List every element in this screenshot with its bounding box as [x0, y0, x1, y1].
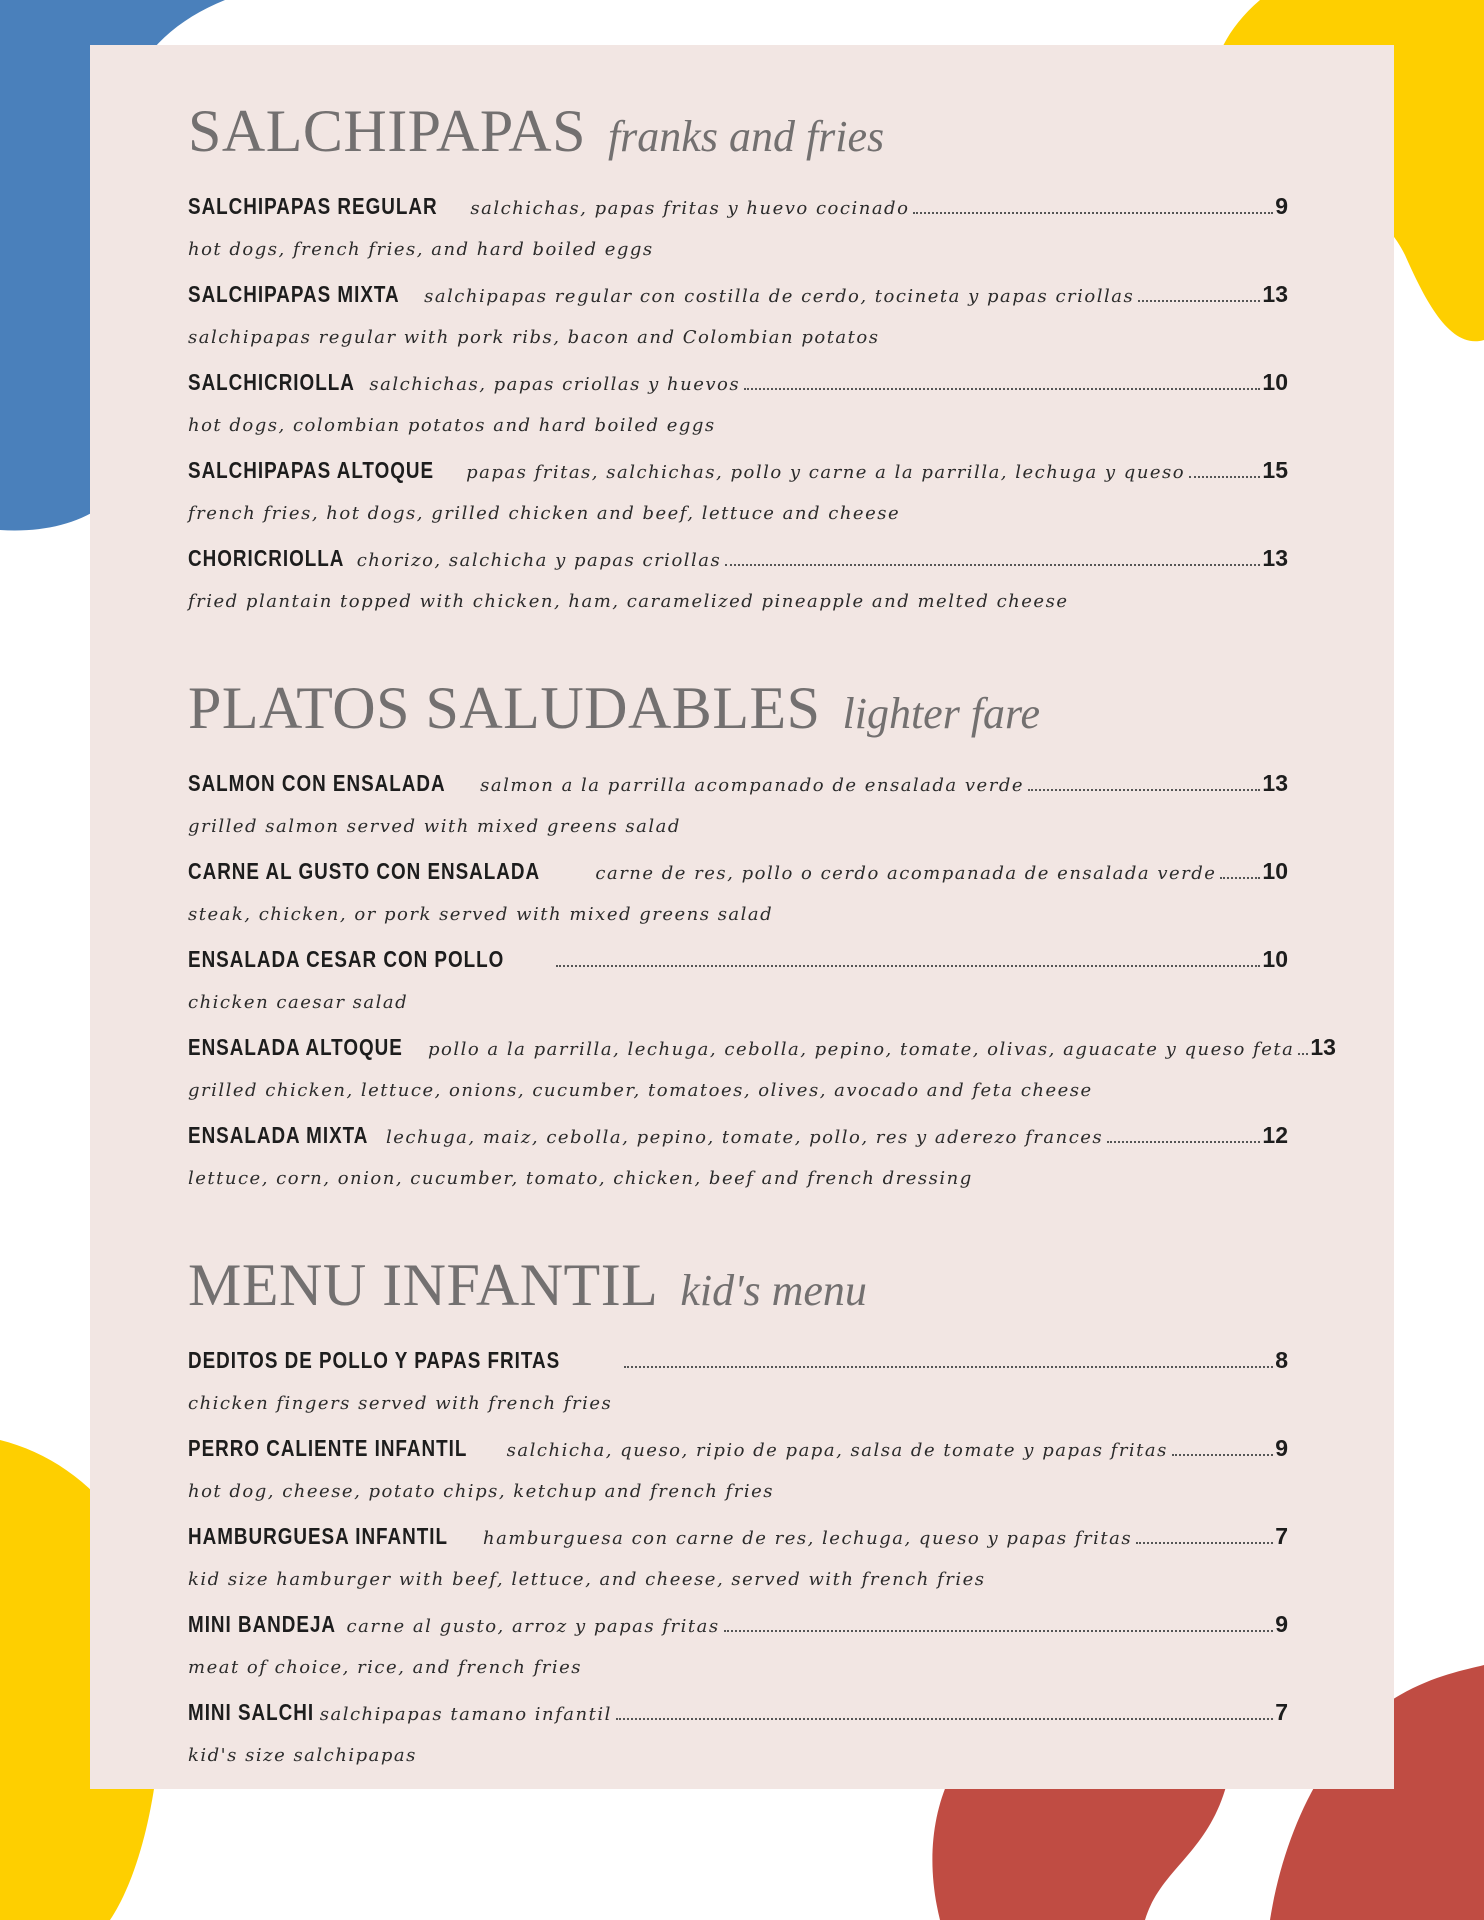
dotted-leader [1107, 1141, 1260, 1143]
dotted-leader [724, 1630, 1274, 1632]
menu-section [188, 675, 1336, 1200]
dotted-leader [1220, 877, 1260, 879]
menu-item-description-es: papas fritas, salchichas, pollo y carne a la parrilla, lechuga y queso [466, 462, 1186, 483]
menu-item-description-es: carne al gusto, arroz y papas fritas [346, 1616, 720, 1637]
menu-item-description-en: hot dogs, french fries, and hard boiled eggs [188, 239, 654, 260]
menu-item-description-en: kid size hamburger with beef, lettuce, and cheese, served with french fries [188, 1569, 986, 1590]
menu-item [188, 1034, 1336, 1112]
menu-item-name: SALCHIPAPAS MIXTA [188, 281, 400, 307]
menu-item-name: DEDITOS DE POLLO Y PAPAS FRITAS [188, 1347, 561, 1373]
menu-item [188, 193, 1288, 271]
menu-item-name: CHORICRIOLLA [188, 545, 345, 571]
dotted-leader [744, 388, 1260, 390]
menu-item [188, 1699, 1288, 1777]
menu-item-name: SALCHICRIOLLA [188, 369, 355, 395]
menu-item-description-es: salmon a la parrilla acompanado de ensalada verde [480, 775, 1024, 796]
menu-item [188, 545, 1288, 623]
menu-item [188, 1435, 1288, 1513]
menu-item-price: 13 [1262, 770, 1288, 796]
menu-item-description-en: lettuce, corn, onion, cucumber, tomato, chicken, beef and french dressing [188, 1168, 973, 1189]
menu-item-line [188, 281, 1288, 321]
menu-item-description-en: hot dogs, colombian potatos and hard boiled eggs [188, 415, 716, 436]
section-subtitle: kid's menu [680, 1266, 867, 1315]
menu-item-description-es: salchicha, queso, ripio de papa, salsa de tomate y papas fritas [506, 1440, 1168, 1461]
menu-item-line [188, 1122, 1288, 1162]
menu-item-name: ENSALADA CESAR CON POLLO [188, 946, 505, 972]
dotted-leader [1138, 300, 1260, 302]
menu-item-price: 7 [1275, 1699, 1288, 1725]
menu-item-name: PERRO CALIENTE INFANTIL [188, 1435, 468, 1461]
menu-item-name: ENSALADA ALTOQUE [188, 1034, 403, 1060]
menu-section [188, 1254, 1288, 1777]
menu-item [188, 369, 1288, 447]
dotted-leader [1298, 1053, 1308, 1055]
menu-item [188, 1523, 1288, 1601]
menu-item-price: 9 [1275, 1435, 1288, 1461]
menu-item-description-en: hot dog, cheese, potato chips, ketchup and french fries [188, 1481, 774, 1502]
section-heading [188, 100, 1288, 163]
menu-item-price: 10 [1262, 946, 1288, 972]
menu-item-name: CARNE AL GUSTO CON ENSALADA [188, 858, 541, 884]
section-title: MENU INFANTIL [188, 1252, 659, 1318]
menu-item-price: 10 [1262, 369, 1288, 395]
menu-item-price: 7 [1275, 1523, 1288, 1549]
menu-content [188, 98, 1336, 1831]
menu-item [188, 1611, 1288, 1689]
menu-item-description-es: lechuga, maiz, cebolla, pepino, tomate, pollo, res y aderezo frances [385, 1127, 1104, 1148]
menu-item-description-es: salchipapas regular con costilla de cerdo, tocineta y papas criollas [424, 286, 1135, 307]
menu-item-description-en: kid's size salchipapas [188, 1745, 417, 1766]
menu-section [188, 100, 1288, 623]
dotted-leader [616, 1718, 1273, 1720]
menu-item-price: 10 [1262, 858, 1288, 884]
menu-item-description-en: steak, chicken, or pork served with mixed greens salad [188, 904, 774, 925]
section-title: SALCHIPAPAS [188, 98, 586, 164]
section-title: PLATOS SALUDABLES [188, 675, 821, 741]
menu-item-description-es: salchipapas tamano infantil [319, 1704, 612, 1725]
menu-item-description-en: meat of choice, rice, and french fries [188, 1657, 582, 1678]
menu-item-line [188, 1034, 1336, 1074]
menu-item [188, 457, 1288, 535]
dotted-leader [1172, 1454, 1273, 1456]
menu-item-name: SALCHIPAPAS ALTOQUE [188, 457, 435, 483]
menu-item-description-es: hamburguesa con carne de res, lechuga, queso y papas fritas [483, 1528, 1133, 1549]
menu-item [188, 770, 1288, 848]
menu-item-description-en: grilled chicken, lettuce, onions, cucumber, tomatoes, olives, avocado and feta cheese [188, 1080, 1093, 1101]
menu-item-price: 15 [1262, 457, 1288, 483]
dotted-leader [556, 965, 1261, 967]
menu-item-price: 13 [1262, 545, 1288, 571]
dotted-leader [913, 212, 1273, 214]
dotted-leader [1136, 1542, 1273, 1544]
menu-item-name: SALMON CON ENSALADA [188, 770, 446, 796]
menu-item-price: 9 [1275, 193, 1288, 219]
menu-item-line [188, 457, 1288, 497]
menu-item-name: MINI BANDEJA [188, 1611, 337, 1637]
menu-item-description-es: carne de res, pollo o cerdo acompanada de ensalada verde [595, 863, 1217, 884]
menu-item-line [188, 858, 1288, 898]
menu-item-line [188, 770, 1288, 810]
section-subtitle: lighter fare [842, 689, 1041, 738]
menu-item-description-es: salchichas, papas criollas y huevos [369, 374, 741, 395]
menu-item-line [188, 369, 1288, 409]
menu-item-description-es: chorizo, salchicha y papas criollas [356, 550, 722, 571]
menu-item [188, 858, 1288, 936]
menu-item-description-en: salchipapas regular with pork ribs, bacon and Colombian potatos [188, 327, 880, 348]
menu-item-line [188, 1435, 1288, 1475]
menu-item-description-es: salchichas, papas fritas y huevo cocinado [470, 198, 910, 219]
menu-item-price: 9 [1275, 1611, 1288, 1637]
dotted-leader [1189, 476, 1260, 478]
menu-item-description-en: chicken fingers served with french fries [188, 1393, 613, 1414]
section-heading [188, 1254, 1288, 1317]
menu-item-description-en: fried plantain topped with chicken, ham, caramelized pineapple and melted cheese [188, 591, 1069, 612]
menu-item-description-en: chicken caesar salad [188, 992, 409, 1013]
menu-item-line [188, 1611, 1288, 1651]
menu-item-description-en: grilled salmon served with mixed greens salad [188, 816, 681, 837]
dotted-leader [725, 564, 1260, 566]
menu-item-price: 13 [1262, 281, 1288, 307]
section-subtitle: franks and fries [607, 112, 885, 161]
menu-item-name: ENSALADA MIXTA [188, 1122, 369, 1148]
menu-item-line [188, 946, 1288, 986]
menu-item-line [188, 1347, 1288, 1387]
menu-item-line [188, 545, 1288, 585]
menu-item-name: HAMBURGUESA INFANTIL [188, 1523, 448, 1549]
dotted-leader [624, 1366, 1273, 1368]
menu-item-price: 12 [1262, 1122, 1288, 1148]
dotted-leader [1028, 789, 1260, 791]
menu-item-line [188, 1523, 1288, 1563]
menu-item [188, 946, 1288, 1024]
menu-item-description-en: french fries, hot dogs, grilled chicken and beef, lettuce and cheese [188, 503, 901, 524]
menu-item-line [188, 1699, 1288, 1739]
menu-item-name: MINI SALCHI [188, 1699, 315, 1725]
menu-item-price: 13 [1310, 1034, 1336, 1060]
menu-item-line [188, 193, 1288, 233]
menu-item-name: SALCHIPAPAS REGULAR [188, 193, 438, 219]
menu-item [188, 1122, 1288, 1200]
section-heading [188, 677, 1288, 740]
menu-item-price: 8 [1275, 1347, 1288, 1373]
menu-item [188, 1347, 1288, 1425]
menu-item [188, 281, 1288, 359]
menu-item-description-es: pollo a la parrilla, lechuga, cebolla, pepino, tomate, olivas, aguacate y queso feta [427, 1039, 1295, 1060]
